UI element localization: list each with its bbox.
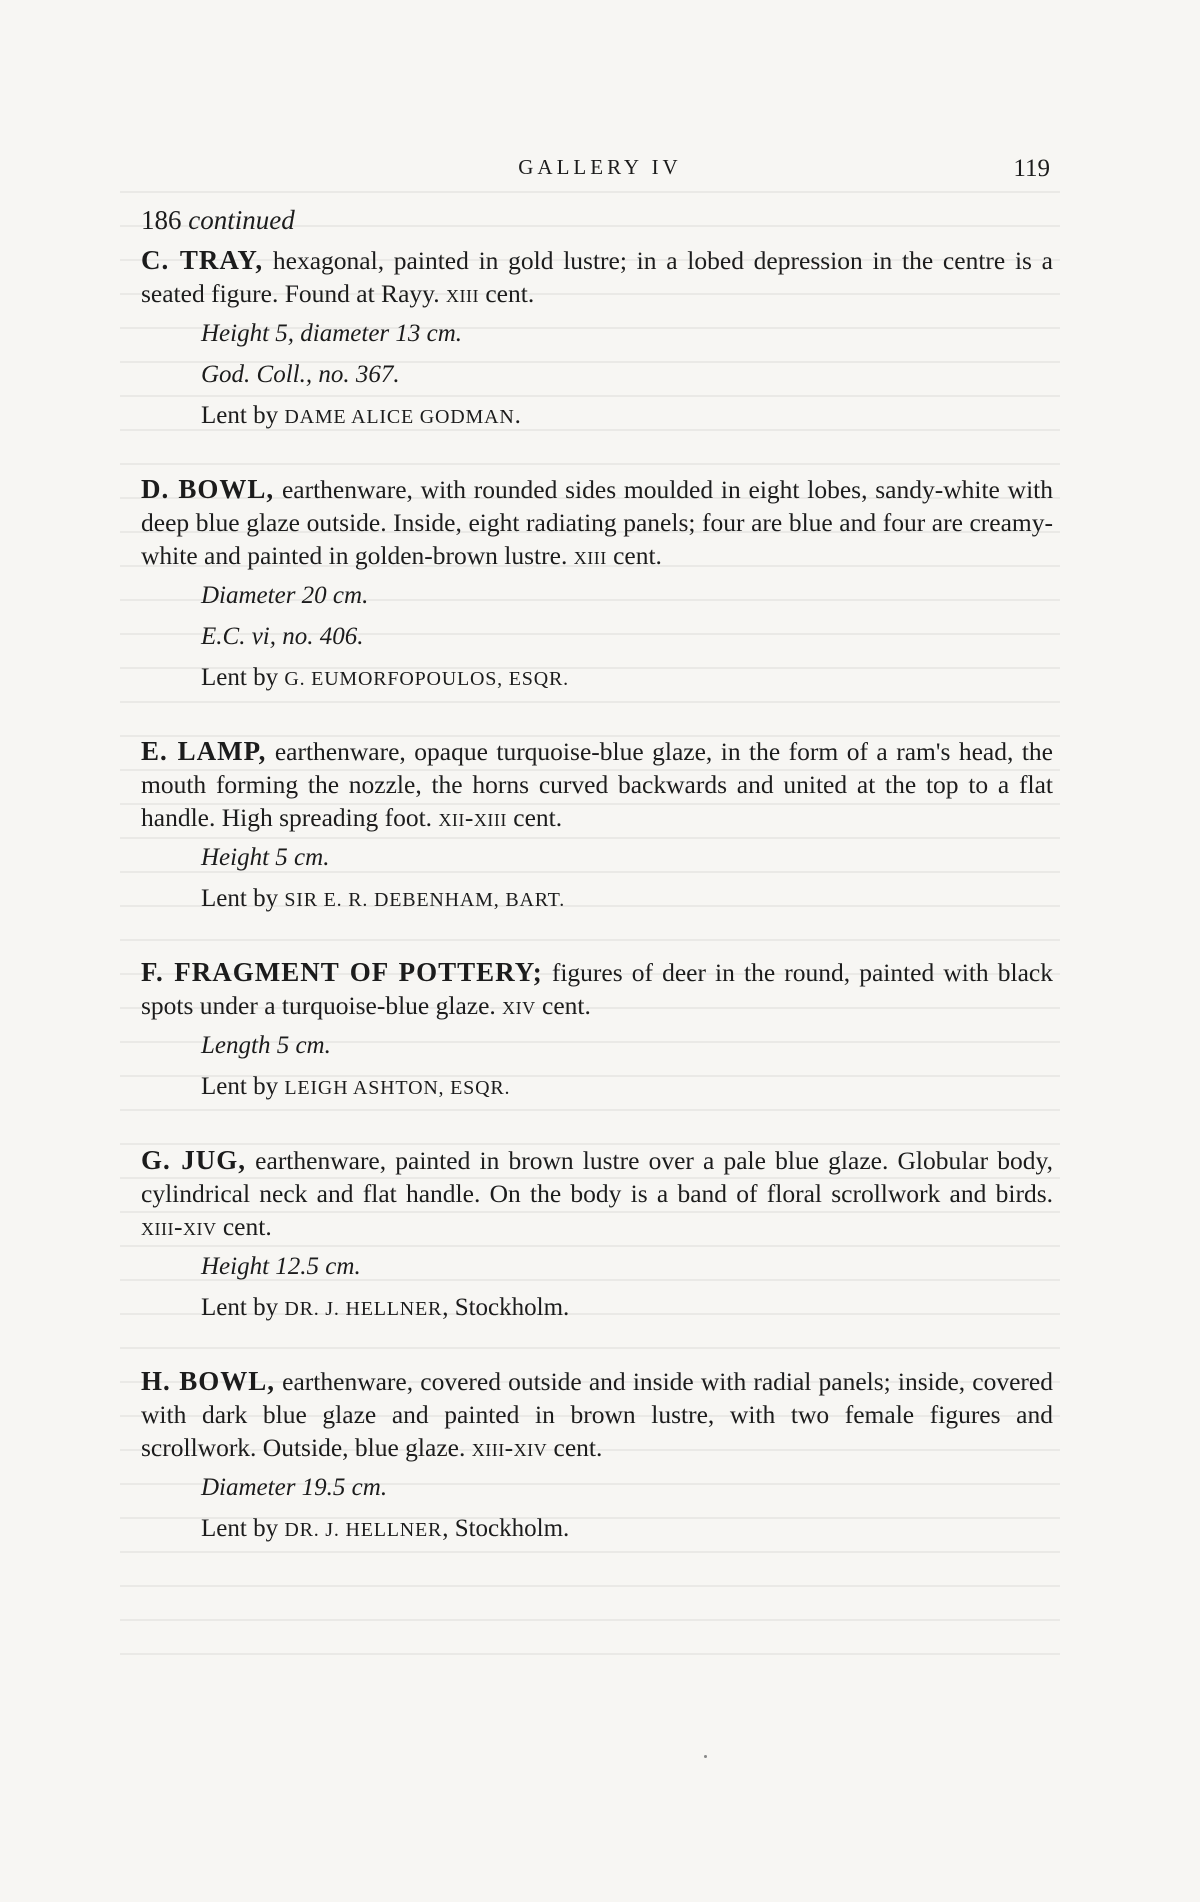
lender-line [201, 1069, 1053, 1106]
entry-century-suffix: cent. [478, 279, 535, 308]
measurement-text: Height 5, diameter 13 cm. [201, 320, 463, 347]
entry-text: earthenware, painted in brown lustre over a pale blue glaze. Globular body, cylindrical neck and flat handle. On the body is a band of floral scrollwork and birds. [141, 1146, 1053, 1208]
entry-heading: D. BOWL, [141, 474, 275, 504]
lender-name: DR. J. HELLNER [284, 1519, 443, 1541]
entry-heading: C. TRAY, [141, 245, 264, 275]
catalogue-entry [141, 1144, 1053, 1327]
entry-description [141, 735, 1053, 834]
measurement-line [201, 357, 1053, 392]
entry-description [141, 956, 1053, 1022]
lender-suffix: . [514, 402, 521, 429]
entry-century-suffix: cent. [535, 991, 591, 1020]
catalogue-entry [141, 473, 1053, 697]
entry-text: earthenware, covered outside and inside with radial panels; inside, covered with dark blue glaze and painted in brown lustre, with two female figures and scrollwork. Outside, blue glaze. [141, 1367, 1053, 1462]
measurement-text: Height 12.5 cm. [201, 1253, 361, 1280]
entry-century: xiii [573, 541, 607, 570]
entry-century-suffix: cent. [547, 1433, 603, 1462]
page-number: 119 [1013, 155, 1050, 182]
entry-description [141, 1144, 1053, 1243]
entry-number: 186 [141, 205, 182, 235]
measurement-line [201, 1249, 1053, 1284]
measurement-text: Height 5 cm. [201, 844, 330, 871]
catalogue-entry [141, 244, 1053, 435]
lender-line [201, 398, 1053, 435]
lender-line [201, 1511, 1053, 1548]
gallery-title: GALLERY IV [518, 155, 682, 179]
entry-description [141, 473, 1053, 572]
measurement-text: Diameter 20 cm. [201, 582, 369, 609]
paper-speck [704, 1755, 707, 1758]
continuation-line [141, 205, 1053, 236]
lender-line [201, 1290, 1053, 1327]
lent-by-label: Lent by [201, 1294, 285, 1321]
lender-name: DAME ALICE GODMAN [284, 406, 515, 428]
lent-by-label: Lent by [201, 1073, 285, 1100]
measurement-line [201, 840, 1053, 875]
catalogue-entry [141, 1365, 1053, 1548]
entry-text: figures of deer in the round, painted with black spots under a turquoise-blue glaze. [141, 958, 1053, 1020]
measurement-line [201, 1028, 1053, 1063]
entry-list [141, 244, 1053, 1548]
entry-century-suffix: cent. [606, 541, 662, 570]
entry-heading: F. FRAGMENT OF POTTERY; [141, 957, 543, 987]
entry-text: hexagonal, painted in gold lustre; in a lobed depression in the centre is a seated figure. Found at Rayy. [141, 246, 1053, 308]
entry-description [141, 1365, 1053, 1464]
entry-century-suffix: cent. [506, 803, 563, 832]
entry-century-suffix: cent. [216, 1212, 272, 1241]
lender-line [201, 660, 1053, 697]
entry-century: xiv [502, 991, 536, 1020]
entry-text: earthenware, with rounded sides moulded in eight lobes, sandy-white with deep blue glaze outside. Inside, eight radiating panels; four are blue and four are creamy-white and painted in golden-brown lustre. [141, 475, 1053, 570]
entry-heading: H. BOWL, [141, 1366, 276, 1396]
entry-description [141, 244, 1053, 310]
lent-by-label: Lent by [201, 402, 285, 429]
entry-century: xii-xiii [438, 803, 507, 832]
lender-suffix: , Stockholm. [442, 1294, 570, 1321]
lender-suffix: , Stockholm. [442, 1515, 570, 1542]
measurement-text: God. Coll., no. 367. [201, 361, 400, 388]
lent-by-label: Lent by [201, 1515, 285, 1542]
entry-century: xiii-xiv [141, 1212, 217, 1241]
lent-by-label: Lent by [201, 664, 285, 691]
measurement-text: Length 5 cm. [201, 1032, 331, 1059]
lender-name: G. EUMORFOPOULOS, ESQR. [284, 668, 569, 690]
lender-name: DR. J. HELLNER [284, 1298, 443, 1320]
lender-name: SIR E. R. DEBENHAM, BART. [284, 889, 565, 911]
entry-heading: G. JUG, [141, 1145, 247, 1175]
catalogue-entry [141, 735, 1053, 918]
measurement-line [201, 1470, 1053, 1505]
measurement-text: Diameter 19.5 cm. [201, 1474, 388, 1501]
measurement-line [201, 619, 1053, 654]
entry-century: xiii [445, 279, 479, 308]
measurement-line [201, 578, 1053, 613]
entry-text: earthenware, opaque turquoise-blue glaze, in the form of a ram's head, the mouth forming the nozzle, the horns curved backwards and united at the top to a flat handle. High spreading foot. [141, 737, 1053, 832]
measurement-line [201, 316, 1053, 351]
lent-by-label: Lent by [201, 885, 285, 912]
lender-line [201, 881, 1053, 918]
catalogue-content [141, 205, 1053, 1586]
running-head [0, 155, 1200, 183]
lender-name: LEIGH ASHTON, ESQR. [284, 1077, 511, 1099]
entry-century: xiii-xiv [471, 1433, 548, 1462]
continued-label: continued [188, 205, 295, 235]
measurement-text: E.C. vi, no. 406. [201, 623, 364, 650]
catalogue-entry [141, 956, 1053, 1106]
entry-heading: E. LAMP, [141, 736, 267, 766]
